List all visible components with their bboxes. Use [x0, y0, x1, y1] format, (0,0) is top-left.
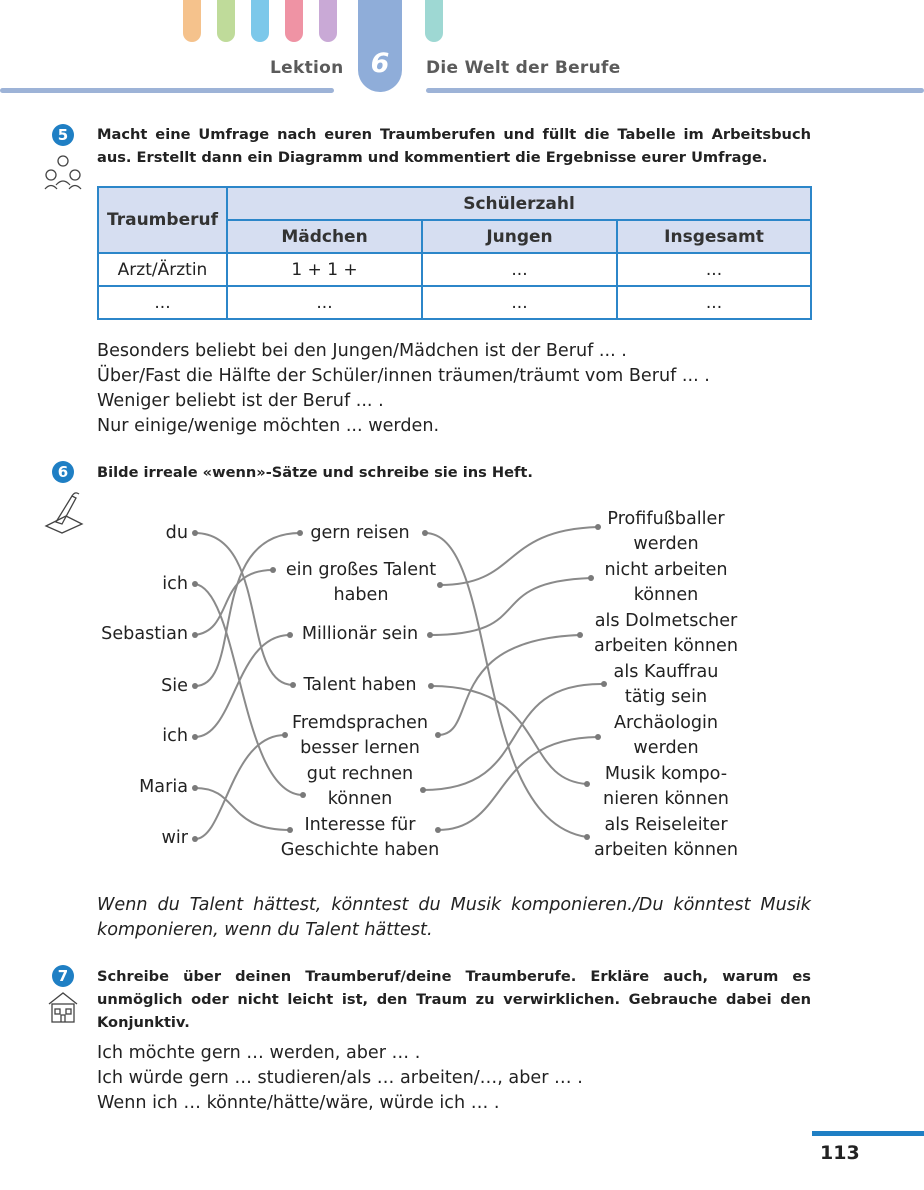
result-line: arbeiten können [594, 636, 738, 656]
condition-line: Geschichte haben [280, 840, 440, 860]
result-line: werden [633, 534, 699, 554]
table-subheader: Insgesamt [617, 220, 811, 253]
result-line: werden [633, 738, 699, 758]
match-dot [192, 734, 198, 740]
sentence: Ich würde gern … studieren/als … arbeiten/…, aber … . [97, 1068, 583, 1088]
match-dot [192, 836, 198, 842]
condition [300, 762, 420, 812]
lesson-number: 6 [370, 48, 390, 79]
match-dot [192, 683, 198, 689]
result-line: nieren können [603, 789, 729, 809]
page-number: 113 [820, 1142, 860, 1164]
sentence: Nur einige/wenige möchten ... werden. [97, 416, 440, 436]
match-dot [577, 632, 583, 638]
match-dot [287, 632, 293, 638]
sentence: Ich möchte gern … werden, aber … . [97, 1043, 421, 1063]
condition-line: können [327, 789, 393, 809]
sentence: Über/Fast die Hälfte der Schüler/innen träumen/träumt vom Beruf ... . [97, 366, 710, 386]
task7-sentences [97, 1041, 583, 1116]
table-cell: Arzt/Ärztin [98, 253, 227, 286]
sentence: Weniger beliebt ist der Beruf ... . [97, 391, 384, 411]
result-line: als Dolmetscher [594, 611, 738, 631]
match-dot [192, 632, 198, 638]
result-line: als Reiseleiter [604, 815, 728, 835]
footer-bar [812, 1131, 924, 1136]
table-header-schuelerzahl: Schülerzahl [227, 187, 811, 220]
task-number: 7 [52, 965, 74, 987]
match-dot [420, 787, 426, 793]
match-dot [290, 682, 296, 688]
subject: wir [161, 828, 188, 848]
condition-line: gut rechnen [306, 764, 414, 784]
table-cell: ... [422, 286, 617, 319]
subject: Sie [161, 676, 188, 696]
result [586, 507, 746, 557]
sentence: Wenn ich … könnte/hätte/wäre, würde ich … . [97, 1093, 500, 1113]
match-dot [435, 732, 441, 738]
result-line: Archäologin [613, 713, 719, 733]
condition-line: haben [333, 585, 389, 605]
result [586, 609, 746, 659]
table-subheader: Jungen [422, 220, 617, 253]
condition-line: Talent haben [303, 675, 417, 695]
table-cell: ... [617, 286, 811, 319]
subject: Maria [139, 777, 188, 797]
table-cell: ... [422, 253, 617, 286]
condition-line: Interesse für [304, 815, 416, 835]
condition [276, 558, 446, 608]
condition-line: ein großes Talent [285, 560, 437, 580]
task5-instruction: Macht eine Umfrage nach euren Traumberufen und füllt die Tabelle im Arbeitsbuch aus. Erstellt dann ein Diagramm und kommentiert die Ergebnisse eurer Umfrage. [97, 126, 811, 166]
condition [300, 521, 420, 546]
result-line: tätig sein [624, 687, 708, 707]
table-cell: ... [227, 286, 422, 319]
task-number: 5 [52, 124, 74, 146]
sentence: Besonders beliebt bei den Jungen/Mädchen ist der Beruf ... . [97, 341, 627, 361]
condition [285, 711, 435, 761]
task7-instruction: Schreibe über deinen Traumberuf/deine Traumberufe. Erkläre auch, warum es unmöglich oder nicht leicht ist, den Traum zu verwirklichen. Gebrauche dabei den Konjunktiv. [97, 968, 811, 1031]
task-number: 6 [52, 461, 74, 483]
table-header-traumberuf: Traumberuf [98, 187, 227, 253]
match-dot [192, 530, 198, 536]
subject: ich [162, 726, 188, 746]
subject: ich [162, 574, 188, 594]
result [586, 558, 746, 608]
lesson-title: Die Welt der Berufe [426, 58, 621, 78]
table-cell: 1 + 1 + [227, 253, 422, 286]
result-line: arbeiten können [594, 840, 738, 860]
house-icon [46, 990, 80, 1024]
match-dot [428, 683, 434, 689]
result-line: nicht arbeiten [604, 560, 728, 580]
condition-line: Fremdsprachen [292, 713, 428, 733]
lesson-label: Lektion [270, 58, 344, 78]
match-dot [422, 530, 428, 536]
condition-line: besser lernen [300, 738, 420, 758]
condition-line: Millionär sein [301, 624, 419, 644]
result-line: als Kauffrau [613, 662, 719, 682]
result [586, 711, 746, 761]
result-line: können [633, 585, 699, 605]
example-sentence: Wenn du Talent hättest, könntest du Musik komponieren./Du könntest Musik komponieren, wenn du Talent hättest. [97, 895, 811, 940]
table-subheader: Mädchen [227, 220, 422, 253]
condition [297, 673, 423, 698]
result-line: Profifußballer [607, 509, 725, 529]
result [586, 660, 746, 710]
result [586, 762, 746, 812]
table-cell: ... [617, 253, 811, 286]
match-dot [192, 581, 198, 587]
condition [295, 622, 425, 647]
table-cell: ... [98, 286, 227, 319]
task6-instruction: Bilde irreale «wenn»-Sätze und schreibe sie ins Heft. [97, 464, 533, 481]
subject: du [165, 523, 188, 543]
result [586, 813, 746, 863]
condition-line: gern reisen [310, 523, 410, 543]
match-dot [192, 785, 198, 791]
subject: Sebastian [101, 624, 188, 644]
match-dot [427, 632, 433, 638]
result-line: Musik kompo- [604, 764, 728, 784]
condition [270, 813, 450, 863]
